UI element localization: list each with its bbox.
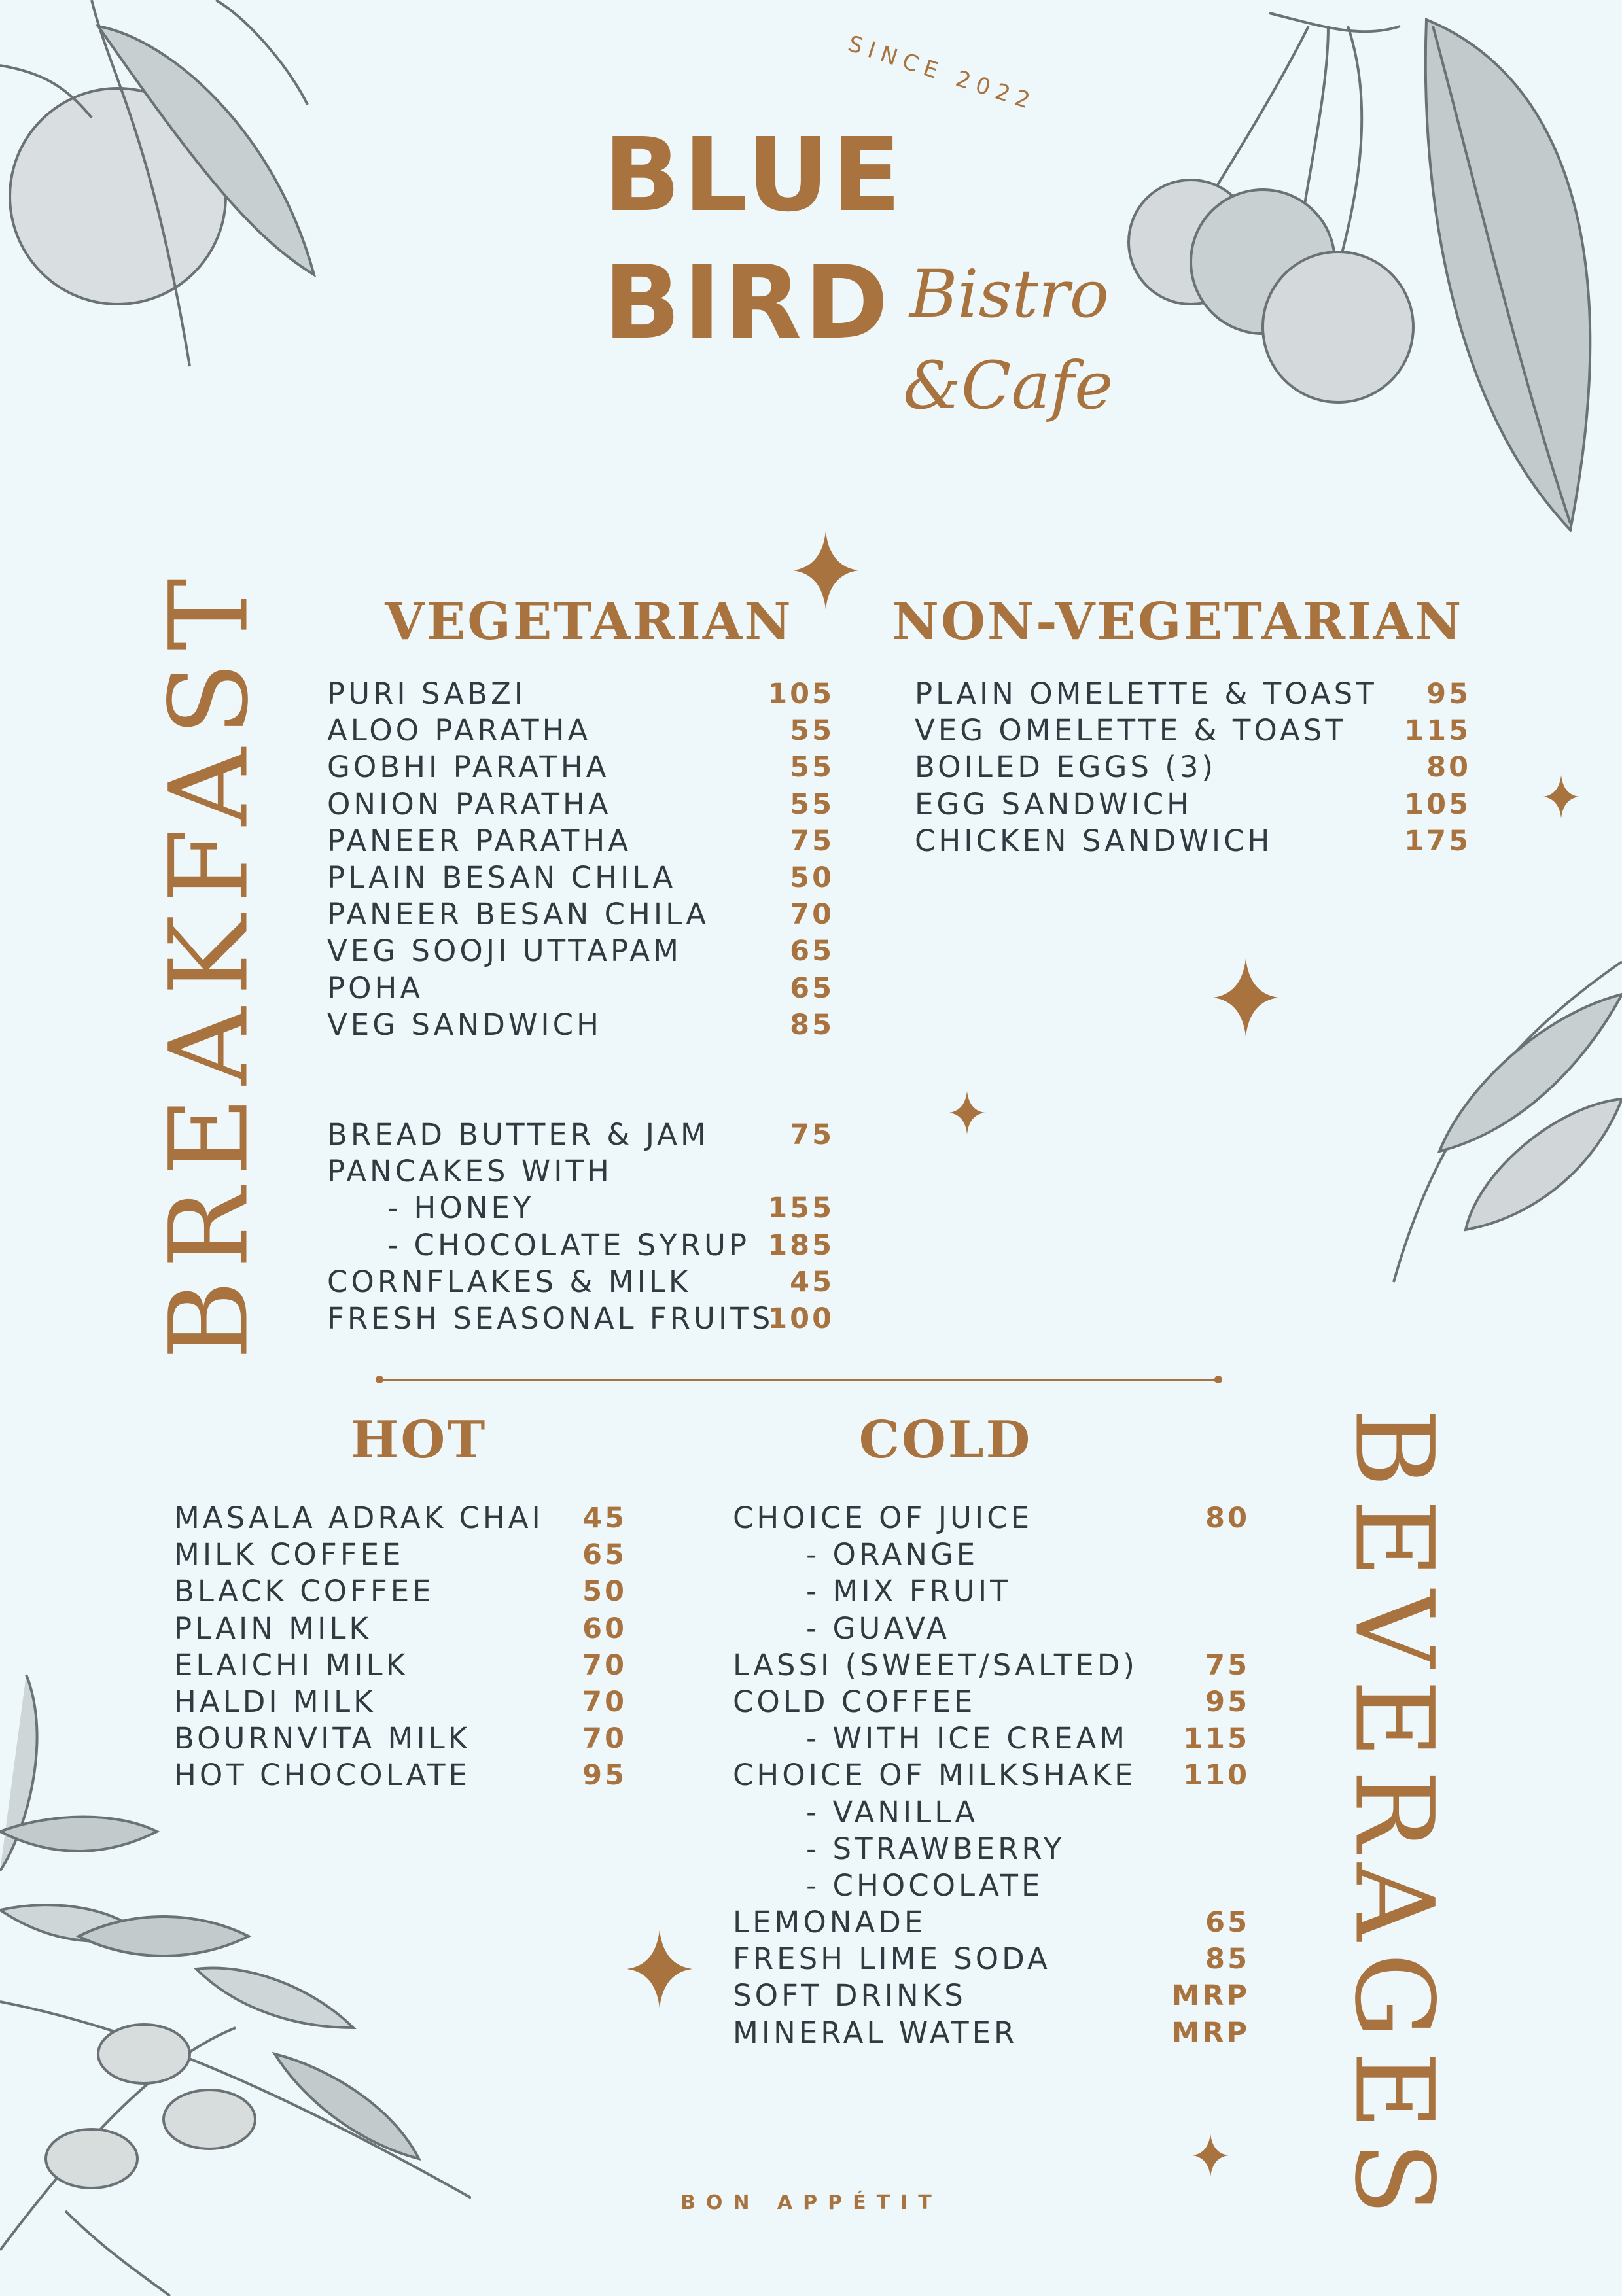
list-item: COLD COFFEE 95 [733, 1684, 1250, 1719]
list-item: MINERAL WATER MRP [733, 2015, 1250, 2050]
since-badge: SINCE 2022 [845, 30, 1040, 116]
vegetarian-list [327, 676, 834, 1043]
cherry-branch-illustration [1112, 0, 1622, 536]
list-item: VEG SANDWICH 85 [327, 1007, 834, 1042]
list-item: - GUAVA [806, 1610, 950, 1646]
cold-beverages-list [733, 1500, 1250, 2051]
list-item: - WITH ICE CREAM 115 [806, 1721, 1250, 1756]
list-item: CORNFLAKES & MILK 45 [327, 1264, 834, 1299]
cold-heading: COLD [858, 1410, 1032, 1470]
list-item: FRESH LIME SODA 85 [733, 1941, 1250, 1977]
list-item: HALDI MILK 70 [174, 1684, 627, 1719]
list-item: ELAICHI MILK 70 [174, 1647, 627, 1682]
list-item: BLACK COFFEE 50 [174, 1574, 627, 1609]
list-item: LEMONADE 65 [733, 1905, 1250, 1940]
list-item: VEG SOOJI UTTAPAM 65 [327, 933, 834, 969]
list-item: - VANILLA [806, 1794, 979, 1830]
section-divider [378, 1379, 1220, 1381]
list-item: - MIX FRUIT [806, 1574, 1012, 1609]
list-item: PANCAKES WITH [327, 1154, 612, 1189]
list-item: PLAIN OMELETTE & TOAST 95 [915, 676, 1471, 711]
list-item: - CHOCOLATE SYRUP 185 [387, 1227, 834, 1262]
list-item: BOURNVITA MILK 70 [174, 1721, 627, 1756]
list-item: - HONEY 155 [387, 1191, 834, 1226]
sparkle-icon [1213, 958, 1278, 1037]
list-item: GOBHI PARATHA 55 [327, 750, 834, 785]
list-item: BREAD BUTTER & JAM 75 [327, 1117, 834, 1152]
brand-title-line1: BLUE [603, 116, 904, 234]
list-item: PURI SABZI 105 [327, 676, 834, 711]
list-item: MILK COFFEE 65 [174, 1537, 627, 1573]
list-item: - ORANGE [806, 1537, 979, 1573]
list-item: VEG OMELETTE & TOAST 115 [915, 713, 1471, 748]
hot-beverages-list [174, 1500, 627, 1794]
list-item: LASSI (SWEET/SALTED) 75 [733, 1647, 1250, 1682]
list-item: PLAIN MILK 60 [174, 1610, 627, 1646]
peach-branch-illustration [0, 0, 340, 392]
beverages-section-title: BEVERAGES [1331, 1408, 1457, 2227]
sparkle-icon [1192, 2134, 1229, 2177]
list-item: CHOICE OF JUICE 80 [733, 1501, 1250, 1535]
list-item: POHA 65 [327, 970, 834, 1005]
list-item: HOT CHOCOLATE 95 [174, 1758, 627, 1793]
list-item: - STRAWBERRY [806, 1831, 1065, 1866]
sparkle-icon [949, 1091, 985, 1134]
breakfast-extras-list [327, 1117, 834, 1337]
brand-title-line2: BIRD [603, 243, 891, 362]
list-item: CHICKEN SANDWICH 175 [915, 823, 1471, 858]
list-item: MASALA ADRAK CHAI 45 [174, 1501, 627, 1535]
list-item: EGG SANDWICH 105 [915, 786, 1471, 822]
brand-script-line2: &Cafe [903, 347, 1114, 424]
breakfast-section-title: BREAKFAST [146, 566, 272, 1360]
list-item: - CHOCOLATE [806, 1868, 1044, 1903]
list-item: FRESH SEASONAL FRUITS 100 [327, 1300, 834, 1336]
list-item: ALOO PARATHA 55 [327, 713, 834, 748]
footer-tagline: BON APPÉTIT [680, 2191, 942, 2214]
list-item: PANEER PARATHA 75 [327, 823, 834, 858]
non-vegetarian-list [915, 676, 1471, 860]
list-item: SOFT DRINKS MRP [733, 1978, 1250, 2013]
non-vegetarian-heading: NON-VEGETARIAN [892, 592, 1464, 652]
sparkle-icon [1543, 775, 1579, 818]
list-item: PLAIN BESAN CHILA 50 [327, 860, 834, 895]
list-item: CHOICE OF MILKSHAKE 110 [733, 1758, 1250, 1793]
list-item: ONION PARATHA 55 [327, 786, 834, 822]
vegetarian-heading: VEGETARIAN [385, 592, 793, 652]
list-item: PANEER BESAN CHILA 70 [327, 897, 834, 932]
brand-script-line1: Bistro [909, 256, 1109, 332]
hot-heading: HOT [350, 1410, 487, 1470]
list-item: BOILED EGGS (3) 80 [915, 750, 1471, 785]
sparkle-icon [627, 1930, 692, 2008]
leaf-branch-right-illustration [1387, 955, 1622, 1295]
